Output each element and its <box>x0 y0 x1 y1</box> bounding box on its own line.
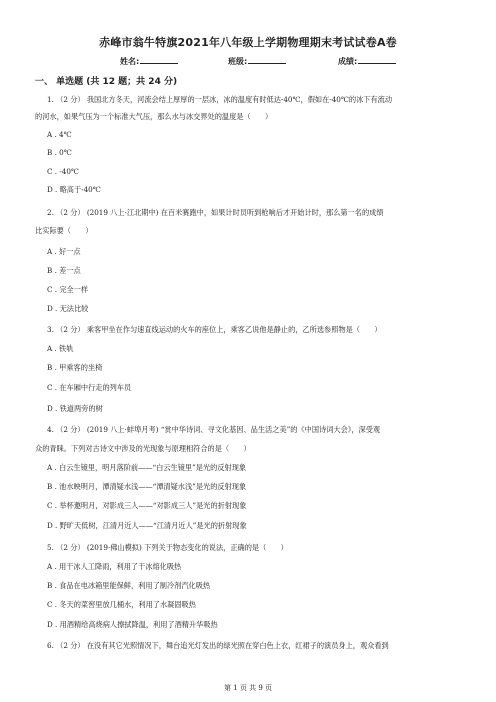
class-field <box>228 55 286 67</box>
question-5-option-b: B . 食品在电冰箱里能保鲜，利用了制冷剂汽化吸热 <box>47 581 211 590</box>
page-title: 赤峰市翁牛特旗2021年八年级上学期物理期末考试试卷A卷 <box>99 36 397 49</box>
score-label: 成绩: <box>338 57 358 66</box>
question-4-option-d: D . 野旷天低树，江清月近人——“江清月近人”是光的折射现象 <box>47 521 247 530</box>
question-3-option-c: C . 在车厢中行走的列车员 <box>47 383 132 392</box>
class-blank <box>248 55 286 64</box>
score-field <box>338 55 396 67</box>
section-heading: 一、 单选题 (共 12 题；共 24 分) <box>35 77 178 87</box>
page-footer: 第 1 页 共 9 页 <box>223 684 273 692</box>
question-3-option-d: D . 铁道两旁的树 <box>47 404 103 413</box>
question-4-option-b: B . 池水映明月，潭清疑水浅——“潭清疑水浅”是光的反射现象 <box>47 482 247 491</box>
question-5-option-d: D . 用酒精给高烧病人擦拭降温，利用了酒精升华吸热 <box>47 620 218 629</box>
question-2-line-1: 2. （2 分） (2019 八上·江北期中) 在百米赛跑中，如果计时员听到枪响后才开始计时，那么第一名的成绩 <box>47 208 384 217</box>
question-4-option-a: A . 白云生镜里，明月落阶前——“白云生镜里”是光的反射现象 <box>47 463 247 472</box>
question-4-line-1: 4. （2 分） (2019 八上·蚌埠月考) “赏中华诗词、寻文化基因、品生活之美”的《中国诗词大会》，深受观 <box>47 425 381 434</box>
question-2-option-b: B . 差一点 <box>47 266 81 275</box>
question-3-option-a: A . 铁轨 <box>47 344 74 353</box>
question-4-option-c: C . 举杯邀明月，对影成三人——“对影成三人”是光的折射现象 <box>47 501 247 510</box>
question-1-option-a: A . 4℃ <box>47 130 72 139</box>
question-2-option-d: D . 无法比较 <box>47 304 89 313</box>
name-blank <box>140 55 178 64</box>
question-2-option-c: C . 完全一样 <box>47 285 89 294</box>
question-3-line-1: 3. （2 分） 乘客甲坐在作匀速直线运动的火车的座位上，乘客乙说他是静止的，乙所选参照物是（ ） <box>47 325 382 334</box>
question-1-option-b: B . 0℃ <box>47 148 72 157</box>
question-2-option-a: A . 好一点 <box>47 247 81 256</box>
question-1-option-c: C . -40℃ <box>47 167 79 176</box>
question-1-line-1: 1. （2 分） 我国北方冬天，河流会结上厚厚的一层冰，冰的温度有时低达-40℃，假如在-40℃的冰下有流动 <box>47 95 393 104</box>
question-5-option-c: C . 冬天的菜窖里放几桶水，利用了水凝固吸热 <box>47 600 196 609</box>
score-blank <box>358 55 396 64</box>
question-2-line-2: 比实际要（ ） <box>35 226 93 235</box>
question-5-option-a: A . 用干冰人工降雨，利用了干冰熔化吸热 <box>47 562 182 571</box>
question-1-line-2: 的河水，如果气压为一个标准大气压，那么水与冰交界处的温度是（ ） <box>35 112 273 121</box>
question-1-option-d: D . 略高于-40℃ <box>47 185 101 194</box>
class-label: 班级: <box>228 57 248 66</box>
name-label: 姓名: <box>120 57 140 66</box>
question-6-line-1: 6. （2 分） 在没有其它光照情况下，舞台追光灯发出的绿光照在穿白色上衣，红裙子的演员身上，观众看到 <box>47 641 389 650</box>
question-4-line-2: 众的青睐。下列对古诗文中涉及的光现象与原理相符合的是（ ） <box>35 444 251 453</box>
name-field <box>120 55 178 67</box>
question-5-line-1: 5. （2 分） (2019·佛山模拟) 下列关于物态变化的说法，正确的是（ ） <box>47 543 288 552</box>
question-3-option-b: B . 甲乘客的坐椅 <box>47 363 103 372</box>
